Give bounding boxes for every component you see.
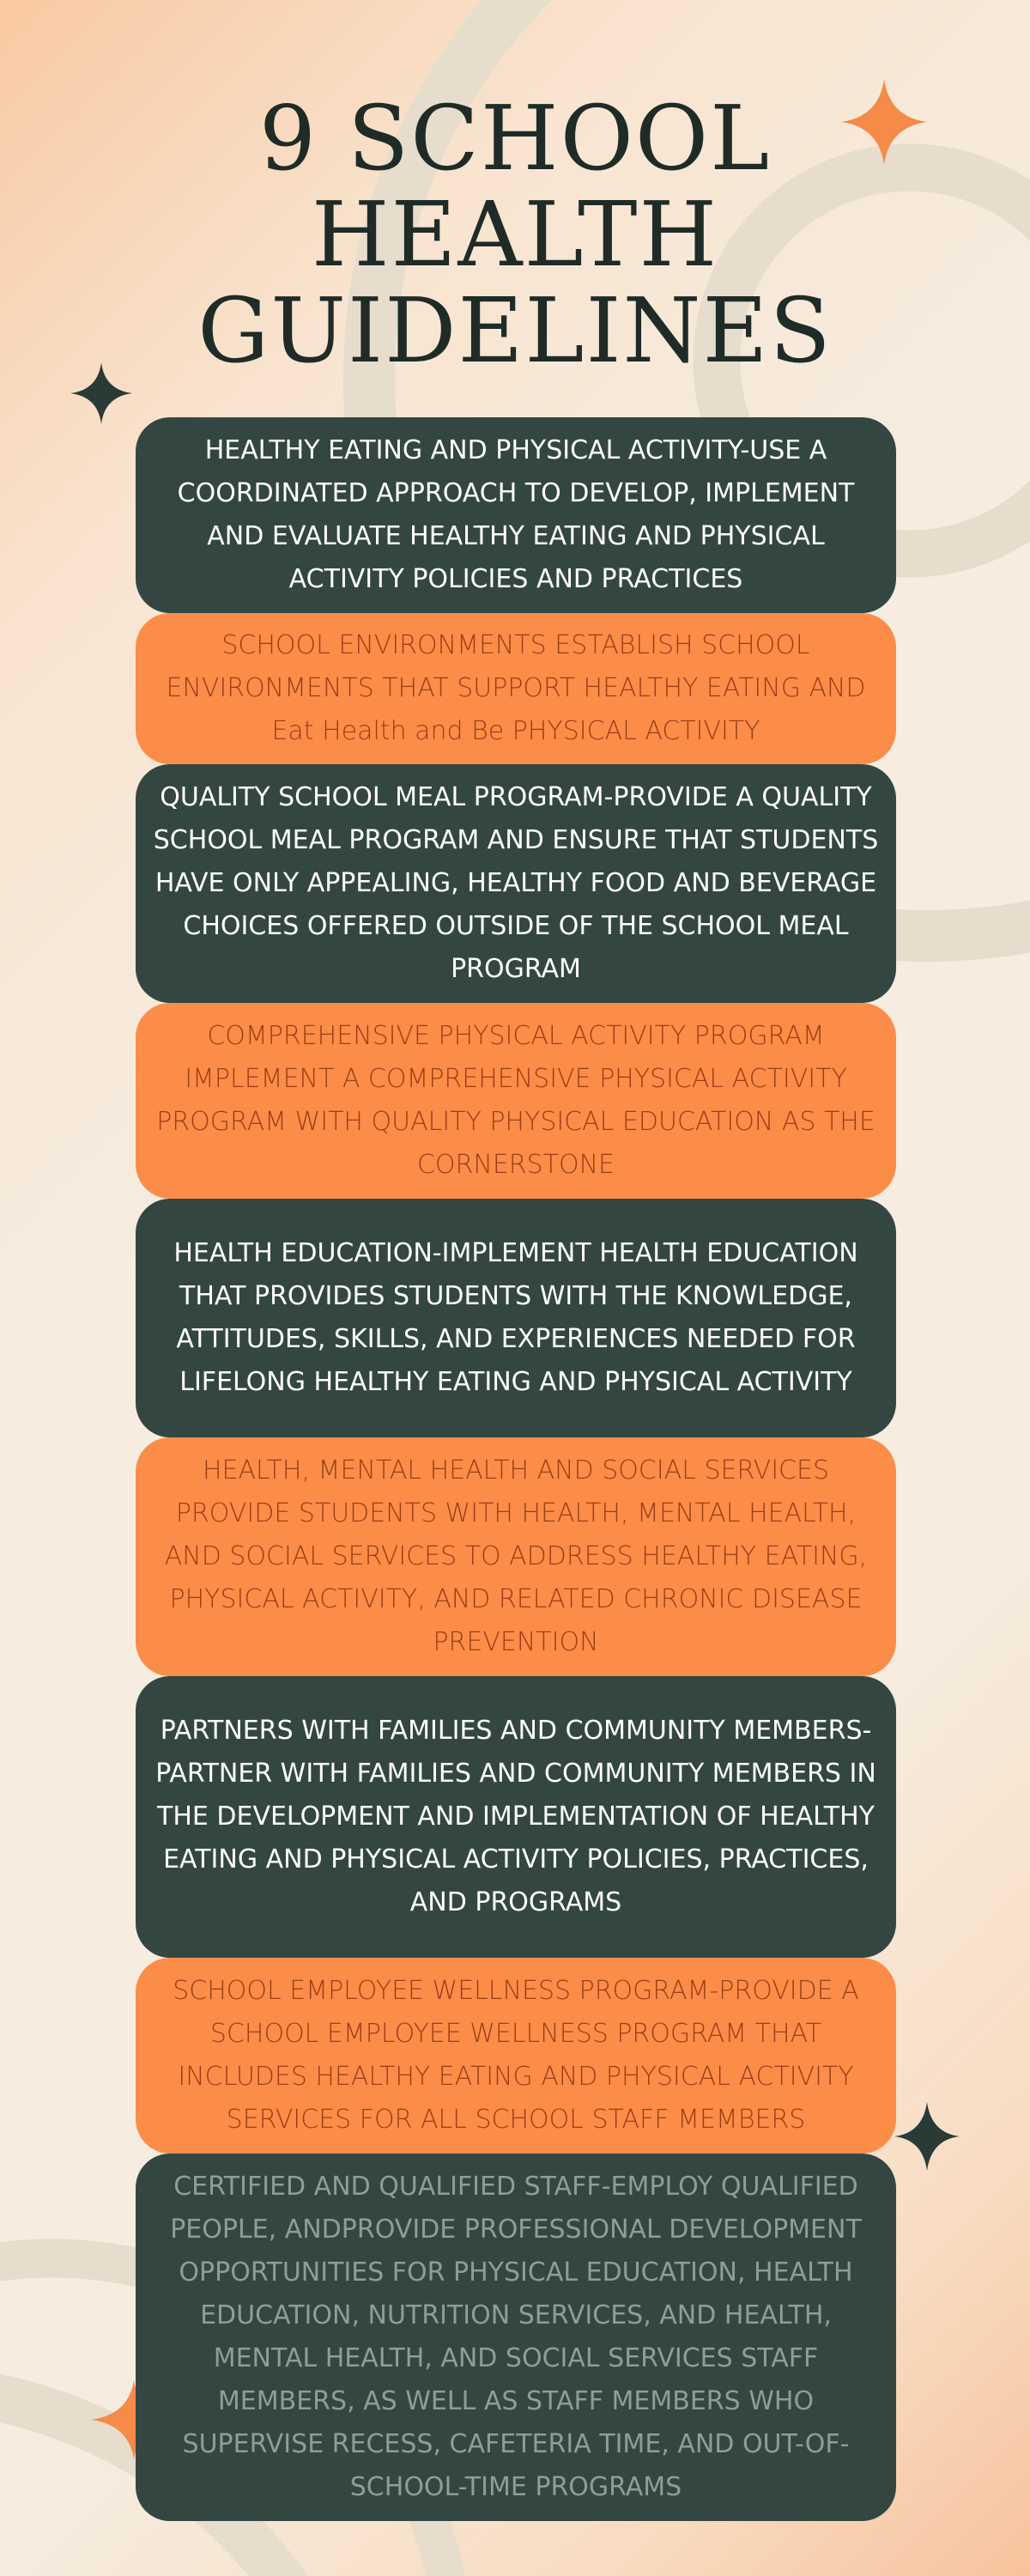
guideline-text: HEALTH, MENTAL HEALTH AND SOCIAL SERVICES PROVIDE STUDENTS WITH HEALTH, MENTAL HEALTH, AND SOCIAL SERVICES TO ADDRESS HEALTHY EATING, PHYSICAL ACTIVITY, AND RELATED CHRONIC DISEASE PREVENTION bbox=[164, 1455, 868, 1657]
guideline-text: PARTNERS WITH FAMILIES AND COMMUNITY MEMBERS-PARTNER WITH FAMILIES AND COMMUNITY MEMBERS IN THE DEVELOPMENT AND IMPLEMENTATION OF HEALTHY EATING AND PHYSICAL ACTIVITY POLICIES, PRACTICES, AND PROGRAMS bbox=[155, 1716, 876, 1917]
guideline-text: HEALTHY EATING AND PHYSICAL ACTIVITY-USE A COORDINATED APPROACH TO DEVELOP, IMPLEMENT AND EVALUATE HEALTHY EATING AND PHYSICAL ACTIVITY POLICIES AND PRACTICES bbox=[177, 435, 855, 594]
guideline-text: CERTIFIED AND QUALIFIED STAFF-EMPLOY QUALIFIED PEOPLE, ANDPROVIDE PROFESSIONAL DEVELOPMENT OPPORTUNITIES FOR PHYSICAL EDUCATION, HEALTH EDUCATION, NUTRITION SERVICES, AND HEALTH, MENTAL HEALTH, AND SOCIAL SERVICES STAFF MEMBERS, AS WELL AS STAFF MEMBERS WHO SUPERVISE RECESS, CAFETERIA TIME, AND OUT-OF-SCHOOL-TIME PROGRAMS bbox=[170, 2172, 862, 2502]
guideline-card-families-community bbox=[136, 1676, 896, 1958]
title-line: 9 SCHOOL bbox=[258, 86, 772, 191]
guideline-text: QUALITY SCHOOL MEAL PROGRAM-PROVIDE A QUALITY SCHOOL MEAL PROGRAM AND ENSURE THAT STUDENTS HAVE ONLY APPEALING, HEALTHY FOOD AND BEVERAGE CHOICES OFFERED OUTSIDE OF THE SCHOOL MEAL PROGRAM bbox=[153, 782, 879, 984]
guideline-text-part: Eat Health and Be bbox=[271, 716, 505, 746]
guideline-card-employee-wellness bbox=[136, 1958, 896, 2154]
guideline-text: COMPREHENSIVE PHYSICAL ACTIVITY PROGRAM IMPLEMENT A COMPREHENSIVE PHYSICAL ACTIVITY PROGRAM WITH QUALITY PHYSICAL EDUCATION AS THE CORNERSTONE bbox=[156, 1021, 876, 1180]
guideline-text: SCHOOL EMPLOYEE WELLNESS PROGRAM-PROVIDE A SCHOOL EMPLOYEE WELLNESS PROGRAM THAT INCLUDES HEALTHY EATING AND PHYSICAL ACTIVITY SERVICES FOR ALL SCHOOL STAFF MEMBERS bbox=[173, 1976, 859, 2135]
guideline-text bbox=[151, 624, 881, 753]
guideline-card-social-services bbox=[136, 1437, 896, 1676]
guideline-card-school-environments bbox=[136, 613, 896, 764]
sparkle-icon bbox=[894, 2102, 960, 2171]
guideline-card-health-education bbox=[136, 1199, 896, 1437]
title-line: HEALTH bbox=[311, 182, 719, 287]
title-line: GUIDELINES bbox=[197, 278, 833, 383]
guideline-card-healthy-eating bbox=[136, 417, 896, 613]
guideline-list bbox=[136, 417, 896, 2521]
guideline-card-qualified-staff bbox=[136, 2154, 896, 2521]
guideline-text: HEALTH EDUCATION-IMPLEMENT HEALTH EDUCATION THAT PROVIDES STUDENTS WITH THE KNOWLEDGE, ATTITUDES, SKILLS, AND EXPERIENCES NEEDED FOR LIFELONG HEALTHY EATING AND PHYSICAL ACTIVITY bbox=[173, 1238, 858, 1397]
guideline-card-school-meal bbox=[136, 764, 896, 1003]
guideline-text-part: PHYSICAL ACTIVITY bbox=[512, 716, 760, 746]
page-title bbox=[0, 86, 1030, 383]
guideline-card-physical-activity-program bbox=[136, 1003, 896, 1199]
guideline-text-part: SCHOOL ENVIRONMENTS ESTABLISH SCHOOL ENVIRONMENTS THAT SUPPORT HEALTHY EATING AND bbox=[166, 630, 866, 703]
